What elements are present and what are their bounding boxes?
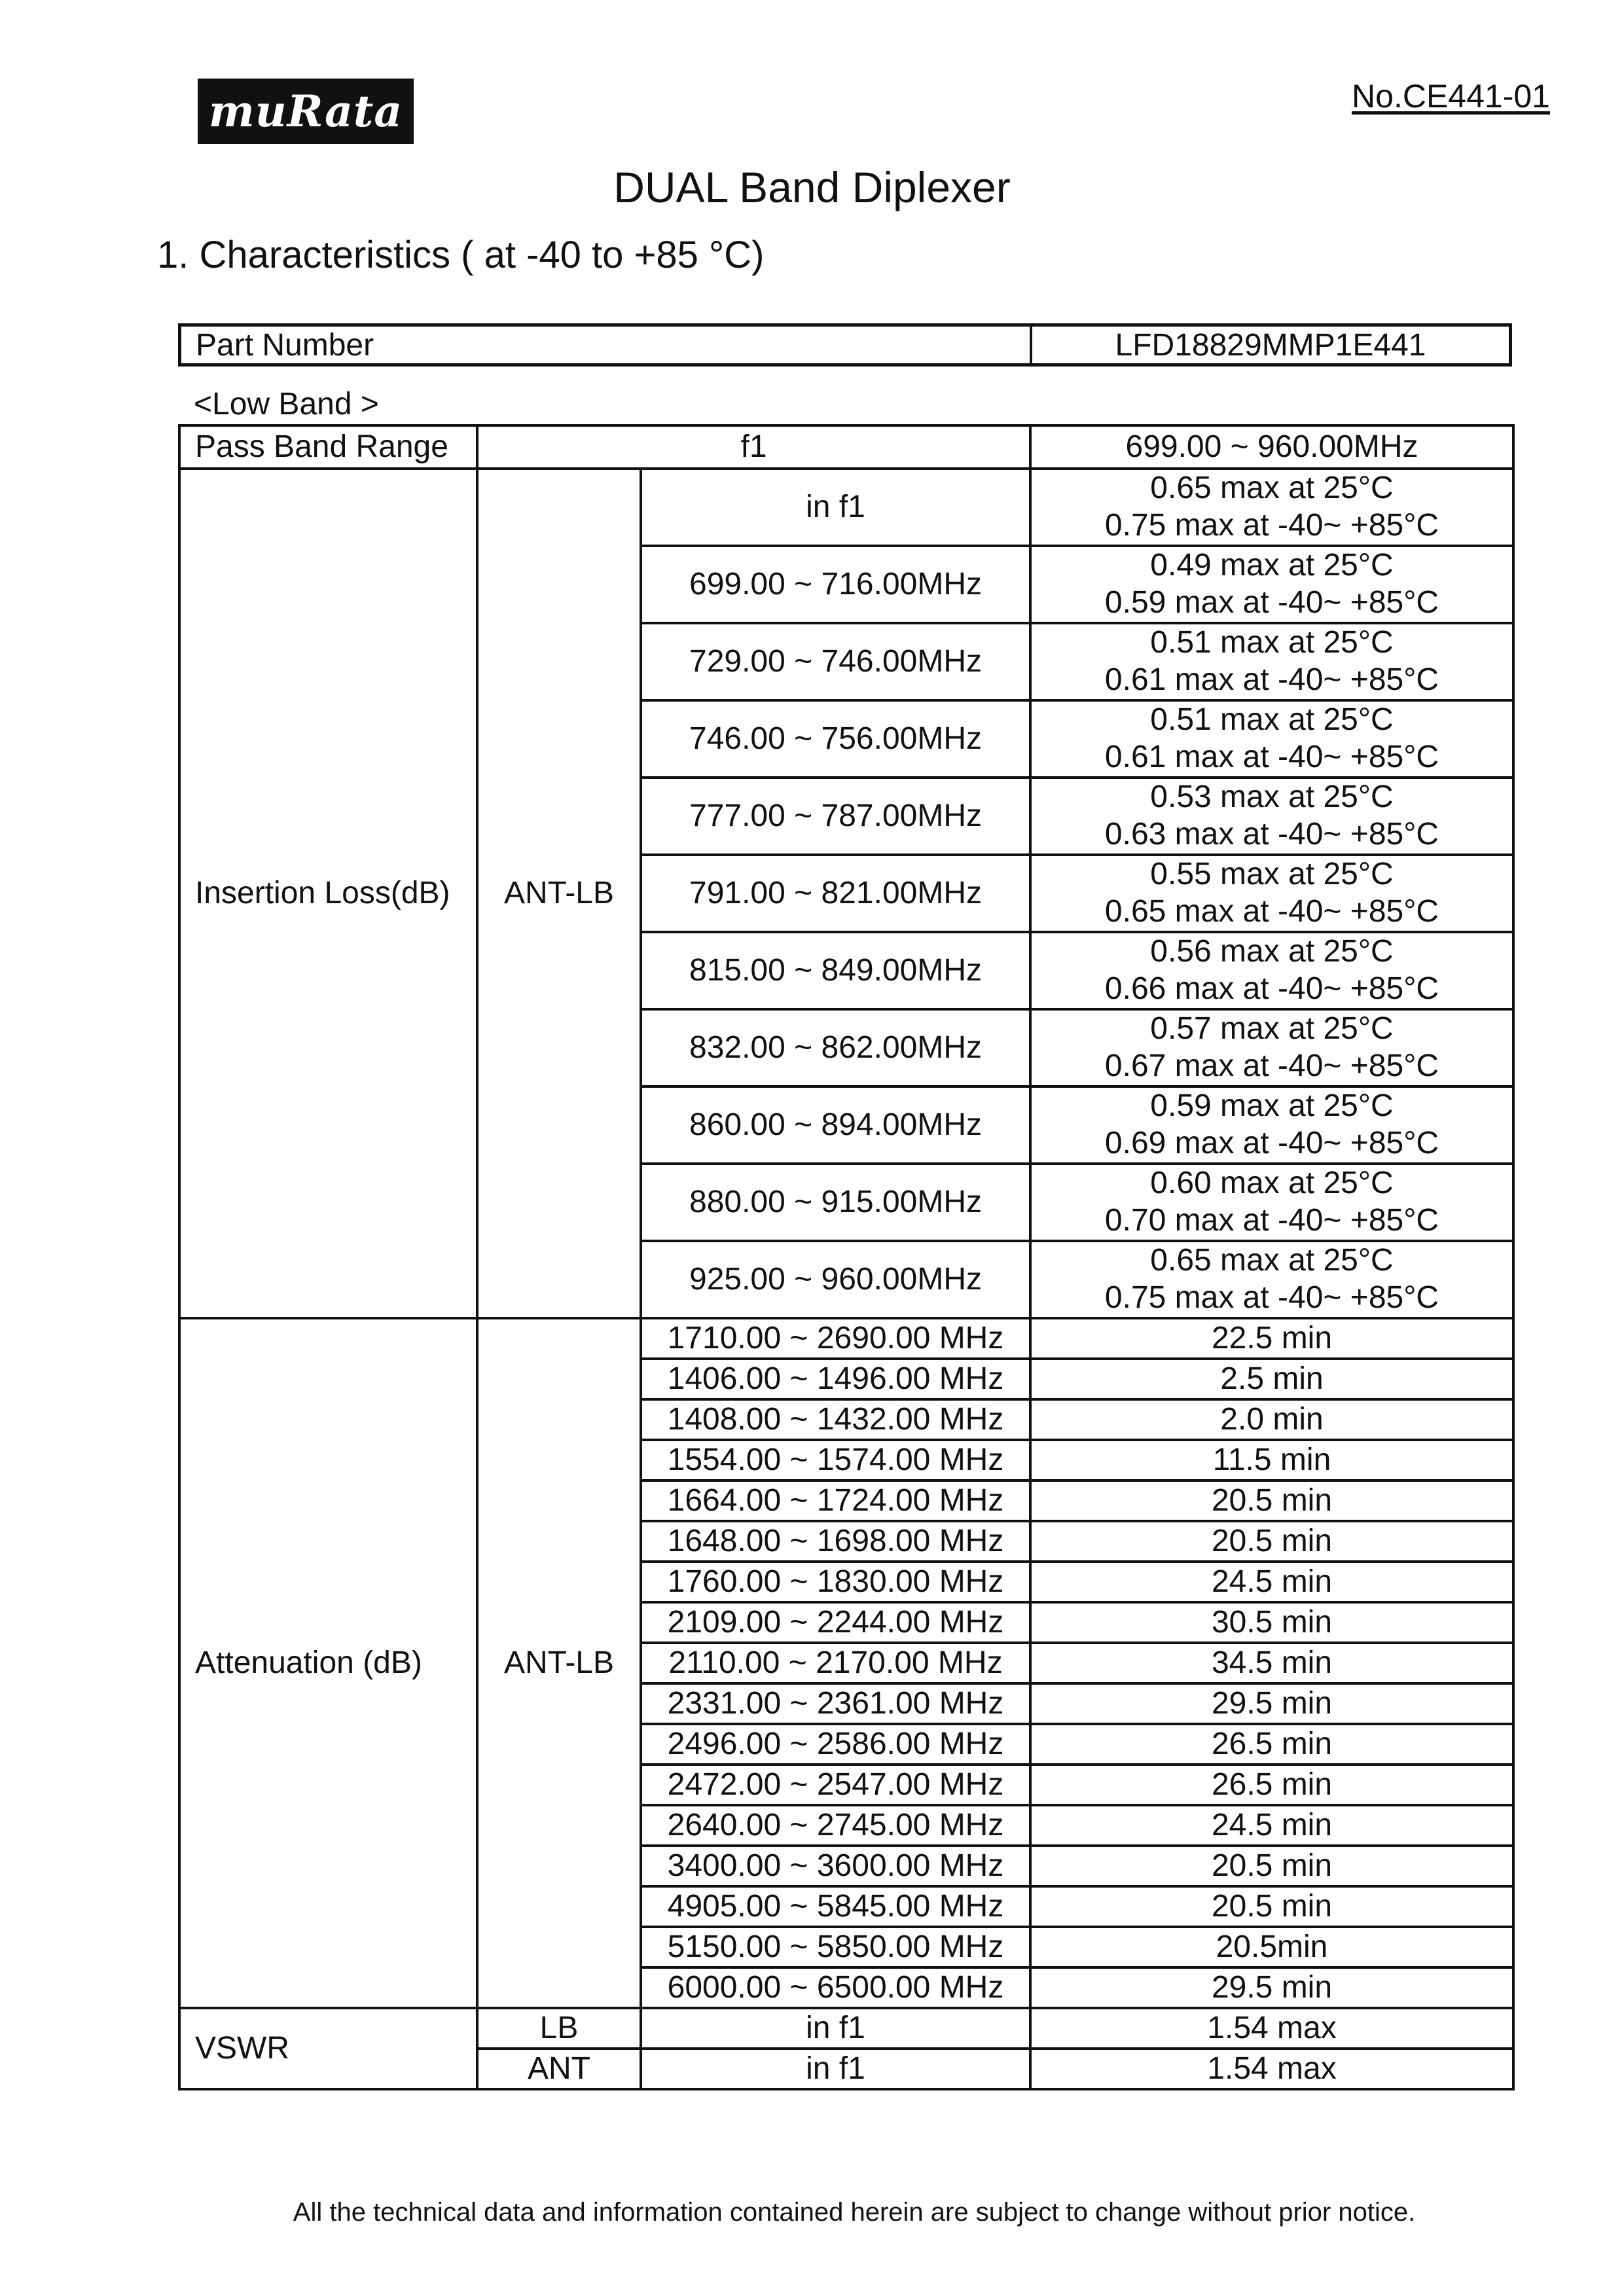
attenuation-frequency: 5150.00 ~ 5850.00 MHz: [641, 1927, 1030, 1967]
attenuation-value: 26.5 min: [1030, 1724, 1513, 1765]
characteristics-table: [178, 424, 1515, 2090]
insertion-loss-value: [1030, 623, 1513, 700]
insertion-loss-frequency: 925.00 ~ 960.00MHz: [641, 1241, 1030, 1318]
attenuation-frequency: 4905.00 ~ 5845.00 MHz: [641, 1886, 1030, 1927]
attenuation-frequency: 1664.00 ~ 1724.00 MHz: [641, 1480, 1030, 1521]
insertion-loss-value-25c: 0.59 max at 25°C: [1150, 1088, 1394, 1124]
insertion-loss-value: [1030, 1009, 1513, 1086]
vswr-row: [179, 2008, 1513, 2049]
insertion-loss-value: [1030, 1086, 1513, 1164]
part-number-table: [178, 323, 1512, 367]
attenuation-value: 11.5 min: [1030, 1440, 1513, 1480]
attenuation-value: 20.5 min: [1030, 1886, 1513, 1927]
page-title: DUAL Band Diplexer: [613, 163, 1011, 211]
attenuation-value: 24.5 min: [1030, 1562, 1513, 1602]
insertion-loss-frequency: 860.00 ~ 894.00MHz: [641, 1086, 1030, 1164]
attenuation-frequency: 2496.00 ~ 2586.00 MHz: [641, 1724, 1030, 1765]
attenuation-label: Attenuation (dB): [179, 1318, 477, 2008]
attenuation-value: 30.5 min: [1030, 1602, 1513, 1643]
attenuation-value: 20.5min: [1030, 1927, 1513, 1967]
insertion-loss-value-range: 0.66 max at -40~ +85°C: [1104, 971, 1439, 1006]
insertion-loss-value-25c: 0.51 max at 25°C: [1150, 702, 1394, 738]
insertion-loss-frequency: 791.00 ~ 821.00MHz: [641, 855, 1030, 932]
attenuation-frequency: 1760.00 ~ 1830.00 MHz: [641, 1562, 1030, 1602]
insertion-loss-value-range: 0.59 max at -40~ +85°C: [1104, 585, 1439, 620]
section-heading: 1. Characteristics ( at -40 to +85 °C): [157, 234, 765, 276]
insertion-loss-row: [179, 469, 1513, 546]
attenuation-value: 34.5 min: [1030, 1643, 1513, 1683]
attenuation-frequency: 6000.00 ~ 6500.00 MHz: [641, 1967, 1030, 2008]
attenuation-value: 20.5 min: [1030, 1521, 1513, 1562]
insertion-loss-value: [1030, 1241, 1513, 1318]
insertion-loss-frequency: 777.00 ~ 787.00MHz: [641, 778, 1030, 855]
low-band-label: <Low Band >: [194, 387, 379, 422]
logo-text: muRata: [208, 86, 403, 137]
vswr-port: ANT: [477, 2049, 641, 2089]
insertion-loss-value: [1030, 778, 1513, 855]
insertion-loss-value-range: 0.69 max at -40~ +85°C: [1104, 1126, 1439, 1160]
insertion-loss-value-range: 0.75 max at -40~ +85°C: [1104, 508, 1439, 543]
insertion-loss-frequency: 880.00 ~ 915.00MHz: [641, 1164, 1030, 1241]
insertion-loss-value: [1030, 855, 1513, 932]
disclaimer-footer: All the technical data and information contained herein are subject to change without prior notice.: [293, 2198, 1416, 2227]
pass-band-row: [179, 425, 1513, 469]
insertion-loss-value-range: 0.70 max at -40~ +85°C: [1104, 1203, 1439, 1238]
attenuation-frequency: 1648.00 ~ 1698.00 MHz: [641, 1521, 1030, 1562]
insertion-loss-value-range: 0.61 max at -40~ +85°C: [1104, 740, 1439, 774]
attenuation-value: 20.5 min: [1030, 1846, 1513, 1886]
insertion-loss-frequency: 832.00 ~ 862.00MHz: [641, 1009, 1030, 1086]
insertion-loss-value-range: 0.75 max at -40~ +85°C: [1104, 1280, 1439, 1315]
vswr-value: 1.54 max: [1030, 2049, 1513, 2089]
attenuation-port: ANT-LB: [477, 1318, 641, 2008]
vswr-frequency: in f1: [641, 2008, 1030, 2049]
insertion-loss-frequency: in f1: [641, 469, 1030, 546]
attenuation-frequency: 1554.00 ~ 1574.00 MHz: [641, 1440, 1030, 1480]
attenuation-value: 29.5 min: [1030, 1967, 1513, 2008]
vswr-value: 1.54 max: [1030, 2008, 1513, 2049]
attenuation-value: 2.5 min: [1030, 1359, 1513, 1399]
insertion-loss-value-25c: 0.57 max at 25°C: [1150, 1011, 1394, 1047]
attenuation-frequency: 1710.00 ~ 2690.00 MHz: [641, 1318, 1030, 1359]
part-number-label: Part Number: [181, 327, 1032, 363]
attenuation-frequency: 1406.00 ~ 1496.00 MHz: [641, 1359, 1030, 1399]
insertion-loss-port: ANT-LB: [477, 469, 641, 1318]
insertion-loss-value-25c: 0.55 max at 25°C: [1150, 857, 1394, 892]
insertion-loss-frequency: 746.00 ~ 756.00MHz: [641, 700, 1030, 778]
vswr-frequency: in f1: [641, 2049, 1030, 2089]
attenuation-value: 29.5 min: [1030, 1683, 1513, 1724]
attenuation-frequency: 2640.00 ~ 2745.00 MHz: [641, 1805, 1030, 1846]
attenuation-frequency: 1408.00 ~ 1432.00 MHz: [641, 1399, 1030, 1440]
attenuation-value: 24.5 min: [1030, 1805, 1513, 1846]
insertion-loss-frequency: 729.00 ~ 746.00MHz: [641, 623, 1030, 700]
insertion-loss-frequency: 815.00 ~ 849.00MHz: [641, 932, 1030, 1009]
vswr-label: VSWR: [179, 2008, 477, 2089]
attenuation-value: 20.5 min: [1030, 1480, 1513, 1521]
attenuation-value: 22.5 min: [1030, 1318, 1513, 1359]
attenuation-frequency: 2472.00 ~ 2547.00 MHz: [641, 1765, 1030, 1805]
insertion-loss-value-range: 0.67 max at -40~ +85°C: [1104, 1049, 1439, 1083]
pass-band-symbol: f1: [477, 425, 1030, 469]
insertion-loss-value-25c: 0.65 max at 25°C: [1150, 1243, 1394, 1278]
attenuation-value: 26.5 min: [1030, 1765, 1513, 1805]
insertion-loss-frequency: 699.00 ~ 716.00MHz: [641, 546, 1030, 623]
attenuation-row: [179, 1318, 1513, 1359]
insertion-loss-value: [1030, 546, 1513, 623]
vswr-port: LB: [477, 2008, 641, 2049]
attenuation-frequency: 3400.00 ~ 3600.00 MHz: [641, 1846, 1030, 1886]
insertion-loss-value-range: 0.63 max at -40~ +85°C: [1104, 817, 1439, 852]
attenuation-frequency: 2109.00 ~ 2244.00 MHz: [641, 1602, 1030, 1643]
insertion-loss-value: [1030, 700, 1513, 778]
attenuation-value: 2.0 min: [1030, 1399, 1513, 1440]
insertion-loss-value-25c: 0.49 max at 25°C: [1150, 548, 1394, 583]
pass-band-value: 699.00 ~ 960.00MHz: [1030, 425, 1513, 469]
insertion-loss-value-25c: 0.56 max at 25°C: [1150, 934, 1394, 969]
insertion-loss-label: Insertion Loss(dB): [179, 469, 477, 1318]
attenuation-frequency: 2331.00 ~ 2361.00 MHz: [641, 1683, 1030, 1724]
attenuation-frequency: 2110.00 ~ 2170.00 MHz: [641, 1643, 1030, 1683]
insertion-loss-value: [1030, 469, 1513, 546]
insertion-loss-value-25c: 0.60 max at 25°C: [1150, 1166, 1394, 1201]
murata-logo: [198, 79, 414, 144]
insertion-loss-value: [1030, 1164, 1513, 1241]
insertion-loss-value-25c: 0.53 max at 25°C: [1150, 780, 1394, 815]
pass-band-label: Pass Band Range: [179, 425, 477, 469]
insertion-loss-value: [1030, 932, 1513, 1009]
insertion-loss-value-range: 0.61 max at -40~ +85°C: [1104, 662, 1439, 697]
insertion-loss-value-25c: 0.51 max at 25°C: [1150, 625, 1394, 660]
part-number-value: LFD18829MMP1E441: [1115, 327, 1426, 363]
insertion-loss-value-range: 0.65 max at -40~ +85°C: [1104, 894, 1439, 929]
insertion-loss-value-25c: 0.65 max at 25°C: [1150, 471, 1394, 506]
document-number: No.CE441-01: [1352, 78, 1550, 115]
